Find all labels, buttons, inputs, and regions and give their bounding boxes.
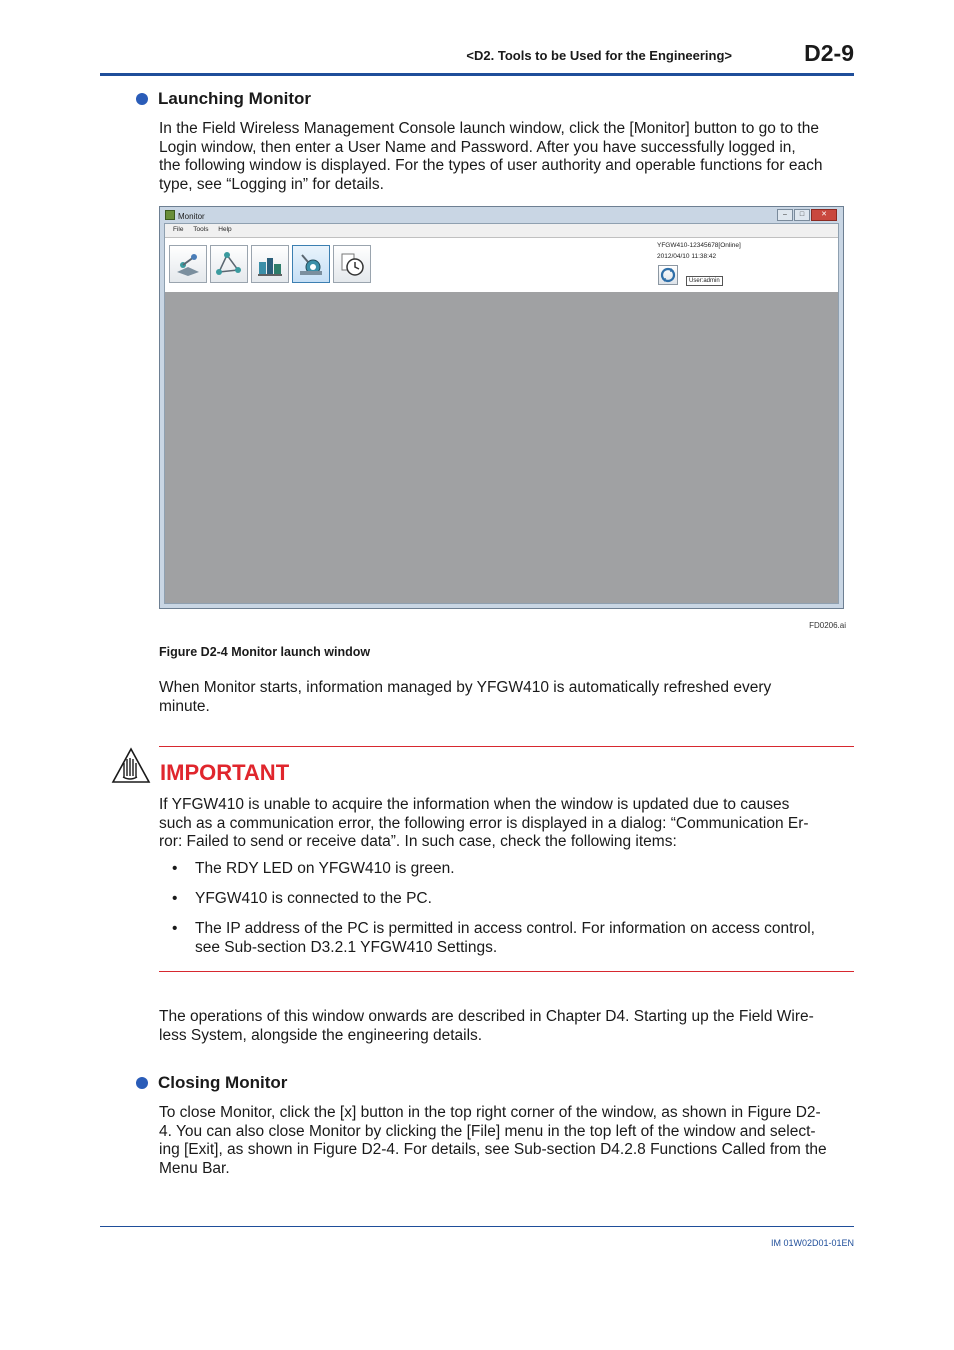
paragraph-line: minute. <box>159 697 210 715</box>
device-list-icon <box>174 250 202 278</box>
section-heading-closing <box>136 1073 287 1093</box>
device-list-button[interactable] <box>169 245 207 283</box>
paragraph-line: When Monitor starts, information managed by YFGW410 is automatically refreshed every <box>159 679 772 696</box>
network-topology-icon <box>215 250 243 278</box>
paragraph-line: ing [Exit], as shown in Figure D2-4. For details, see Sub-section D4.2.8 Functions Called from the <box>159 1141 827 1158</box>
window-controls <box>776 209 837 221</box>
important-hand-icon <box>111 747 151 785</box>
paragraph-line: type, see “Logging in” for details. <box>159 175 384 193</box>
paragraph-line: The operations of this window onwards are described in Chapter D4. Starting up the Field Wire- <box>159 1008 814 1025</box>
operations-paragraph <box>159 1008 855 1045</box>
refresh-paragraph <box>159 679 855 716</box>
figure-filename: FD0206.ai <box>809 621 846 630</box>
bullet-dot: • <box>172 920 178 937</box>
paragraph-line: the following window is displayed. For the types of user authority and operable functions for each <box>159 157 823 174</box>
important-top-rule <box>159 746 854 747</box>
paragraph-line: If YFGW410 is unable to acquire the information when the window is updated due to causes <box>159 796 790 813</box>
refresh-icon <box>659 266 677 284</box>
item-text: YFGW410 is connected to the PC. <box>195 890 432 907</box>
item-text: The RDY LED on YFGW410 is green. <box>195 860 455 877</box>
menu-bar <box>165 224 838 236</box>
paragraph-line: ror: Failed to send or receive data”. In such case, check the following items: <box>159 833 677 850</box>
paragraph-line: Login window, then enter a User Name and Password. After you have successfully logged in, <box>159 138 796 156</box>
log-clock-icon <box>338 250 366 278</box>
monitor-app-icon <box>165 210 175 220</box>
paragraph-line: Menu Bar. <box>159 1159 230 1177</box>
maximize-icon[interactable]: □ <box>794 209 810 221</box>
network-topology-button[interactable] <box>210 245 248 283</box>
bullet-icon <box>136 93 148 105</box>
item-text: see Sub-section D3.2.1 YFGW410 Settings. <box>195 938 498 956</box>
bullet-icon <box>136 1077 148 1089</box>
item-text: The IP address of the PC is permitted in access control. For information on access control, <box>195 920 815 937</box>
menu-tools[interactable]: Tools <box>193 226 209 233</box>
important-title: IMPORTANT <box>160 760 290 785</box>
heading-text: Launching Monitor <box>158 89 311 108</box>
refresh-button[interactable] <box>658 265 678 285</box>
minimize-icon[interactable]: – <box>777 209 793 221</box>
window-title <box>165 210 205 221</box>
field-devices-button[interactable] <box>251 245 289 283</box>
paragraph-line: less System, alongside the engineering details. <box>159 1026 483 1044</box>
menu-help[interactable]: Help <box>218 226 232 233</box>
figure-caption: Figure D2-4 Monitor launch window <box>159 645 371 659</box>
tool-panel <box>165 237 838 293</box>
monitor-work-area <box>165 292 838 603</box>
running-header: <D2. Tools to be Used for the Engineering> <box>466 48 732 63</box>
bullet-dot: • <box>172 860 178 877</box>
paragraph-line: 4. You can also close Monitor by clicking the [File] menu in the top left of the window and select- <box>159 1122 816 1140</box>
header-rule <box>100 73 854 76</box>
paragraph-line: To close Monitor, click the [x] button in the top right corner of the window, as shown in Figure D2- <box>159 1104 821 1121</box>
important-intro <box>159 796 855 852</box>
window-client <box>164 223 839 604</box>
tag-monitor-icon <box>297 250 325 278</box>
current-datetime: 2012/04/10 11:38:42 <box>657 253 717 260</box>
user-indicator: User:admin <box>686 276 723 286</box>
closing-paragraph <box>159 1104 855 1178</box>
footer-rule <box>100 1226 854 1227</box>
launching-paragraph <box>159 120 855 194</box>
field-devices-icon <box>256 250 284 278</box>
gateway-status: YFGW410-12345678[Online] <box>657 242 741 249</box>
document-number: IM 01W02D01-01EN <box>770 1238 854 1248</box>
section-heading-launching <box>136 89 311 109</box>
tag-monitor-button[interactable] <box>292 245 330 283</box>
monitor-window <box>159 206 844 609</box>
page-number: D2-9 <box>804 40 854 66</box>
close-icon[interactable]: ✕ <box>811 209 837 221</box>
heading-text: Closing Monitor <box>158 1073 288 1092</box>
window-title-text: Monitor <box>178 212 205 221</box>
bullet-dot: • <box>172 890 178 907</box>
important-bottom-rule <box>159 971 854 972</box>
paragraph-line: such as a communication error, the following error is displayed in a dialog: “Communication Er- <box>159 814 809 832</box>
menu-file[interactable]: File <box>173 226 184 233</box>
log-clock-button[interactable] <box>333 245 371 283</box>
paragraph-line: In the Field Wireless Management Console launch window, click the [Monitor] button to go to the <box>159 120 819 137</box>
